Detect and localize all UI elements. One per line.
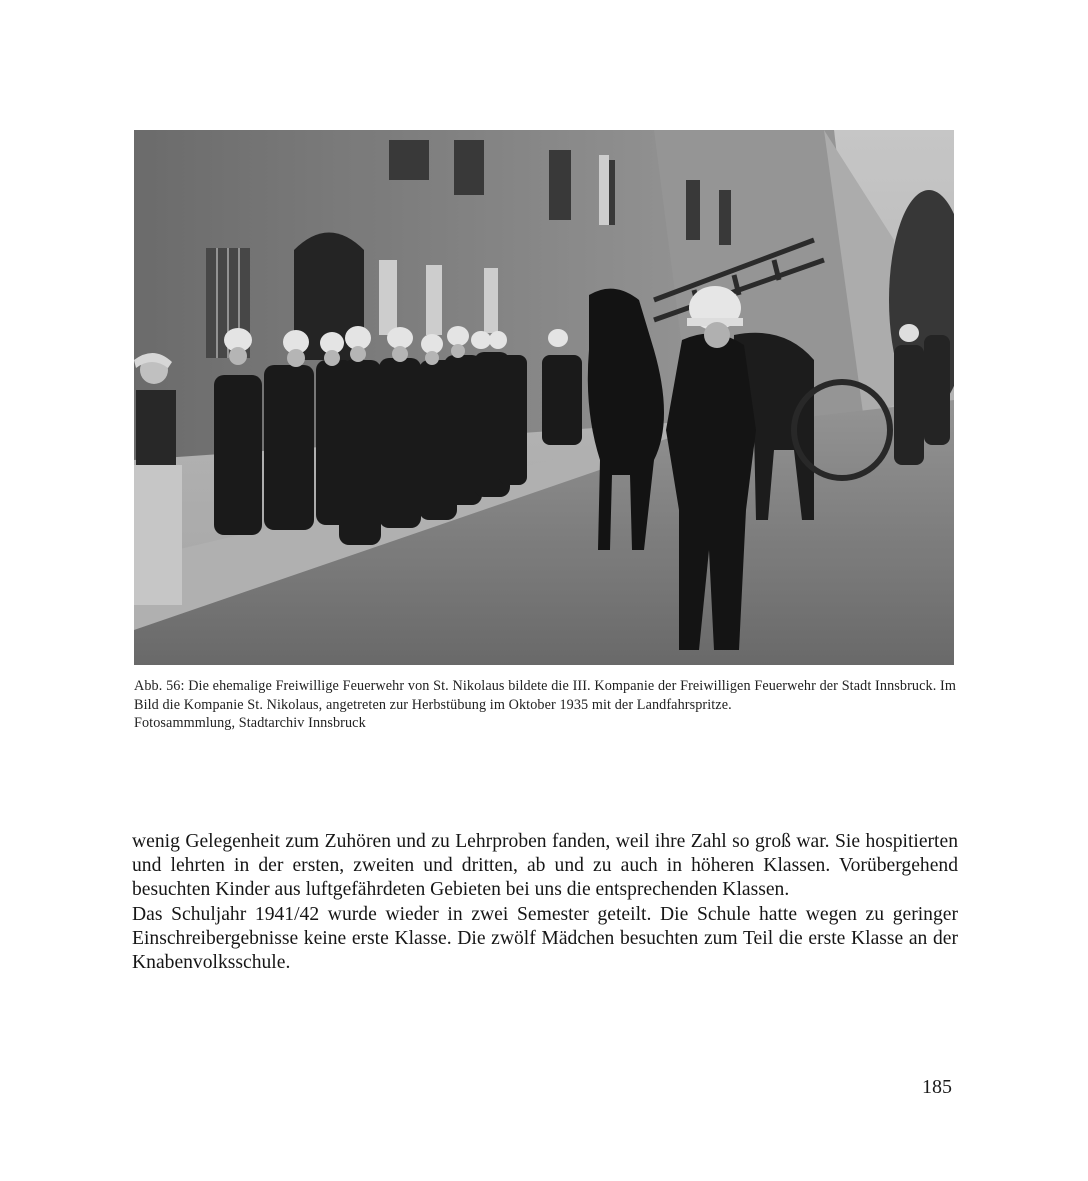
body-text [132, 830, 958, 975]
paragraph: Das Schuljahr 1941/42 wurde wieder in zwei Semester geteilt. Die Schule hatte wegen zu geringer Einschreibergebnisse keine erste Klasse. Die zwölf Mädchen besuchten zum Teil die erste Klasse an der Knabenvolksschule. [132, 903, 958, 974]
caption-source: Fotosammmlung, Stadtarchiv Innsbruck [134, 715, 366, 732]
caption-text: Abb. 56: Die ehemalige Freiwillige Feuerwehr von St. Nikolaus bildete die III. Kompanie der Freiwilligen Feuerwehr der Stadt Innsbruck. Im Bild die Kompanie St. Nikolaus, angetreten zur Herbstübung im Oktober 1935 mit der Landfahrspritze. [134, 678, 956, 713]
historical-photograph [134, 130, 954, 665]
paragraph: wenig Gelegenheit zum Zuhören und zu Lehrproben fanden, weil ihre Zahl so groß war. Sie hospitierten und lehrten in der ersten, zweiten und dritten, ab und zu auch in höheren Klassen. Vorübergehend besuchten Kinder aus luftgefährdeten Gebieten bei uns die entsprechenden Klassen. [132, 831, 958, 901]
figure-caption [134, 677, 956, 733]
page-number: 185 [922, 1076, 952, 1098]
